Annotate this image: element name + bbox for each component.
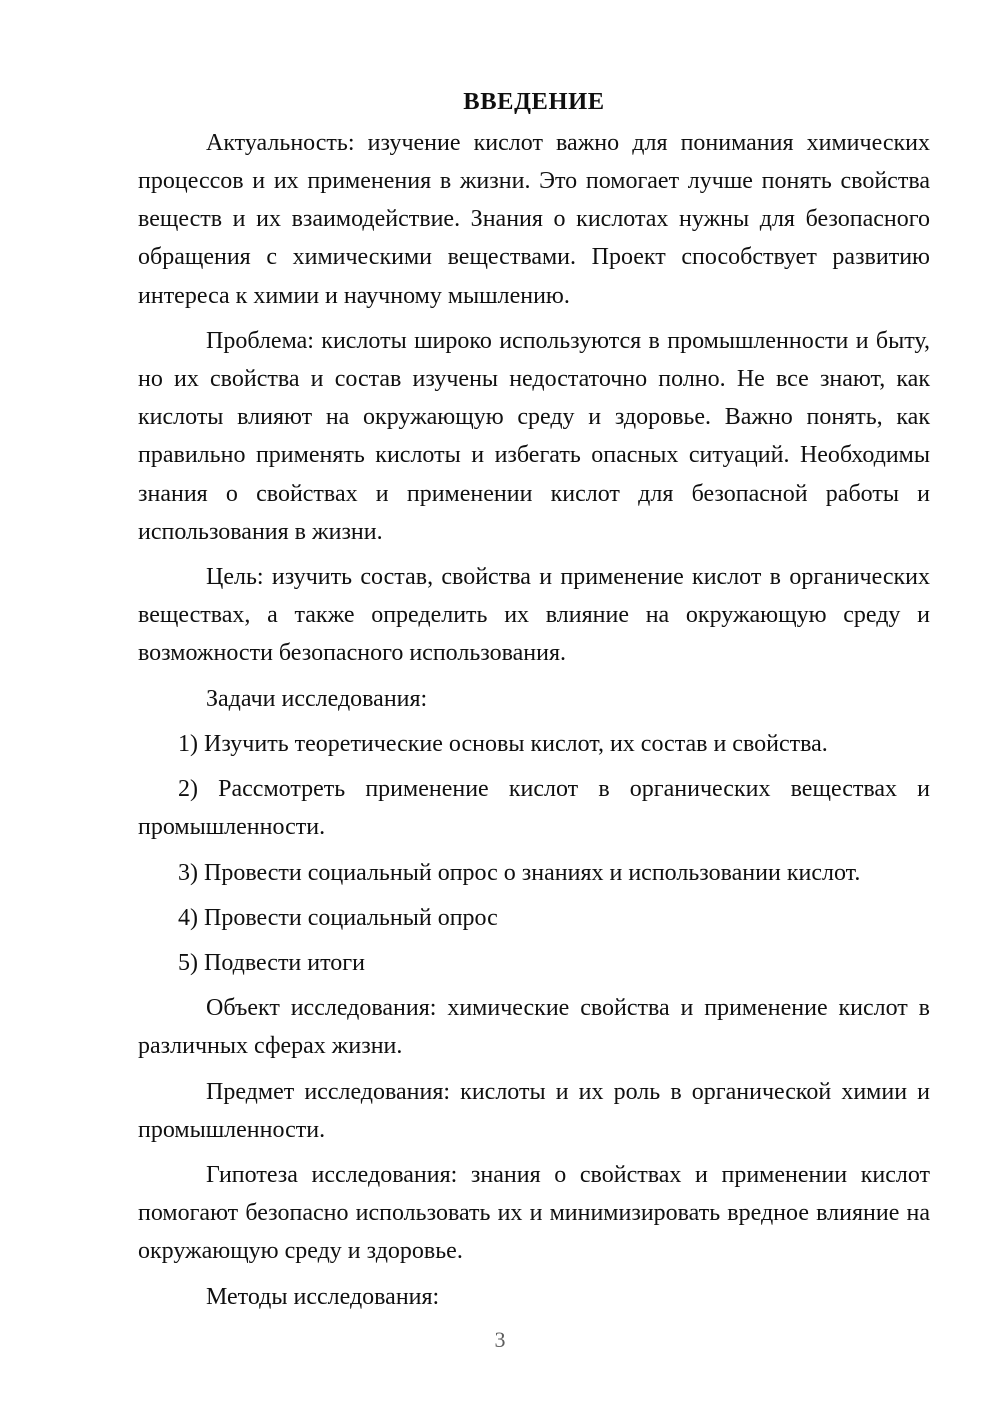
paragraph-problem: Проблема: кислоты широко используются в промышленности и быту, но их свойства и состав изучены недостаточно полно. Не все знают, как кислоты влияют на окружающую среду и здоровье. Важно понять, как правильно применять кислоты и избегать опасных ситуаций. Необходимы знания о свойствах и применении кислот для безопасной работы и использования в жизни. [138,327,930,545]
paragraph-object: Объект исследования: химические свойства и применение кислот в различных сферах жизни. [138,995,930,1060]
list-item-task-2: 2) Рассмотреть применение кислот в органических веществах и промышленности. [138,776,930,841]
heading-methods: Методы исследования: [206,1283,440,1310]
paragraph-hypothesis: Гипотеза исследования: знания о свойствах и применении кислот помогают безопасно использовать их и минимизировать вредное влияние на окружающую среду и здоровье. [138,1161,930,1265]
page-content [138,86,930,1316]
heading-tasks: Задачи исследования: [206,685,428,712]
list-item-task-3: 3) Провести социальный опрос о знаниях и использовании кислот. [178,859,861,886]
paragraph-goal: Цель: изучить состав, свойства и применение кислот в органических веществах, а также определить их влияние на окружающую среду и возможности безопасного использования. [138,564,930,667]
list-item-task-1: 1) Изучить теоретические основы кислот, их состав и свойства. [178,730,828,757]
list-item-task-4: 4) Провести социальный опрос [178,904,498,931]
paragraph-relevance: Актуальность: изучение кислот важно для понимания химических процессов и их применения в жизни. Это помогает лучше понять свойства веществ и их взаимодействие. Знания о кислотах нужны для безопасного обращения с химическими веществами. Проект способствует развитию интереса к химии и научному мышлению. [138,129,930,309]
list-item-task-5: 5) Подвести итоги [178,949,365,976]
paragraph-subject: Предмет исследования: кислоты и их роль в органической химии и промышленности. [138,1078,930,1143]
page-title: ВВЕДЕНИЕ [463,88,605,115]
page-number: 3 [494,1327,506,1352]
